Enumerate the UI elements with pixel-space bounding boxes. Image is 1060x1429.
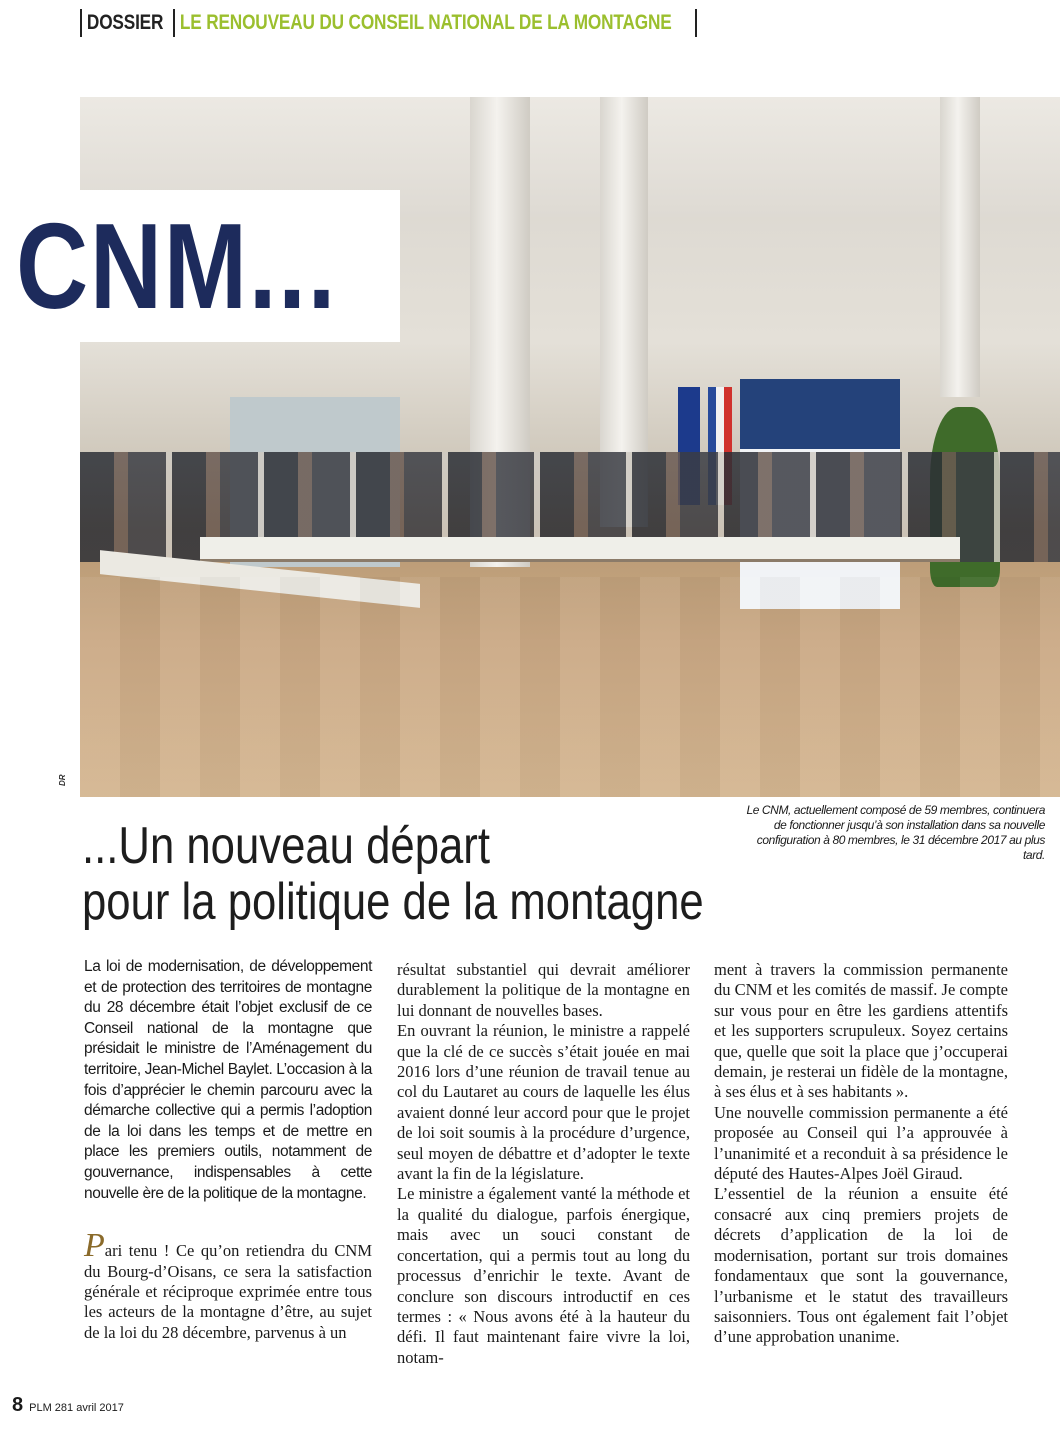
photo-column [940,97,980,397]
paragraph: L’essentiel de la réunion a ensuite été consacré aux cinq premiers projets de décrets d’application de la loi de modernisation, portant sur trois domaines fondamentaux que sont la gouvernance, l’urbanisme et le statut des travailleurs saisonniers. Tous ont également fait l’objet d’une approbation unanime. [714,1184,1008,1347]
article-lead [84,1227,372,1343]
headline-line: pour la politique de la montagne [82,873,704,931]
paragraph: Une nouvelle commission permanente a été proposée au Conseil qui l’a approuvée à l’unanimité et a reconduit à sa présidence le député des Hautes-Alpes Joël Giraud. [714,1102,1008,1184]
lead-text: ari tenu ! Ce qu’on retiendra du CNM du Bourg-d’Oisans, ce sera la satisfaction générale et réciproque exprimée entre tous les acteurs de la montagne d’être, au sujet de la loi du 28 décembre, parvenus à un [84,1241,372,1342]
issue-label: PLM 281 avril 2017 [29,1402,124,1414]
page-footer [12,1394,124,1417]
photo-caption: Le CNM, actuellement composé de 59 membres, continuera de fonctionner jusqu’à son installation dans sa nouvelle configuration à 80 membres, le 31 décembre 2017 au plus tard. [746,803,1045,862]
article-column-3 [714,960,1008,1348]
section-label: DOSSIER [86,11,164,34]
header-divider [695,9,697,37]
page-title: CNM... [16,198,338,334]
paragraph: En ouvrant la réunion, le ministre a rappelé que la clé de ce succès s’était jouée en mai 2016 lors d’une réunion de travail tenue au col du Lautaret au cours de laquelle les élus avaient donné leur accord pour que le projet de loi soit soumis à la procédure d’urgence, seul moyen de débattre et d’adopter le texte avant la fin de la législature. [397,1021,690,1184]
article-column-2 [397,960,690,1368]
section-title: LE RENOUVEAU DU CONSEIL NATIONAL DE LA MONTAGNE [180,11,672,34]
article-intro: La loi de modernisation, de développement et de protection des territoires de montagne du 28 décembre était l’objet exclusif de ce Conseil national de la montagne que présidait le ministre de l’Aménagement du territoire, Jean-Michel Baylet. L’occasion à la fois d’apprécier le chemin parcouru avec la démarche collective qui a permis l’adoption de la loi dans les temps et de mettre en place les premiers outils, notamment de gouvernance, indispensables à cette nouvelle ère de la politique de la montagne. [84,958,372,1202]
paragraph: ment à travers la commission permanente du CNM et les comités de massif. Je compte sur vous pour en être les gardiens attentifs et les supporters scrupuleux. Soyez certains que, quelle que soit la place que j’occuperai demain, je resterai un fidèle de la montagne, à ses élus et à ses habitants ». [714,960,1008,1102]
page-number: 8 [12,1394,24,1416]
paragraph: Le ministre a également vanté la méthode et la qualité du dialogue, parfois énergique, mais avec un souci constant de concertation, qui a permis tout au long du processus d’enrichir le texte. Avant de conclure son discours introductif en ces termes : « Nous avons été à la hauteur du défi. Il faut maintenant faire vivre la loi, notam- [397,1184,690,1367]
photo-table [200,537,960,559]
article-headline [82,818,720,930]
article-column-1 [84,957,372,1343]
headline-line: ...Un nouveau départ [82,817,490,875]
paragraph: résultat substantiel qui devrait améliorer durablement la politique de la montagne en lui donnant de nouvelles bases. [397,960,690,1020]
photo-floor [80,577,1060,797]
section-header [80,8,697,38]
photo-credit: DR [58,774,67,786]
drop-cap: P [84,1227,105,1265]
